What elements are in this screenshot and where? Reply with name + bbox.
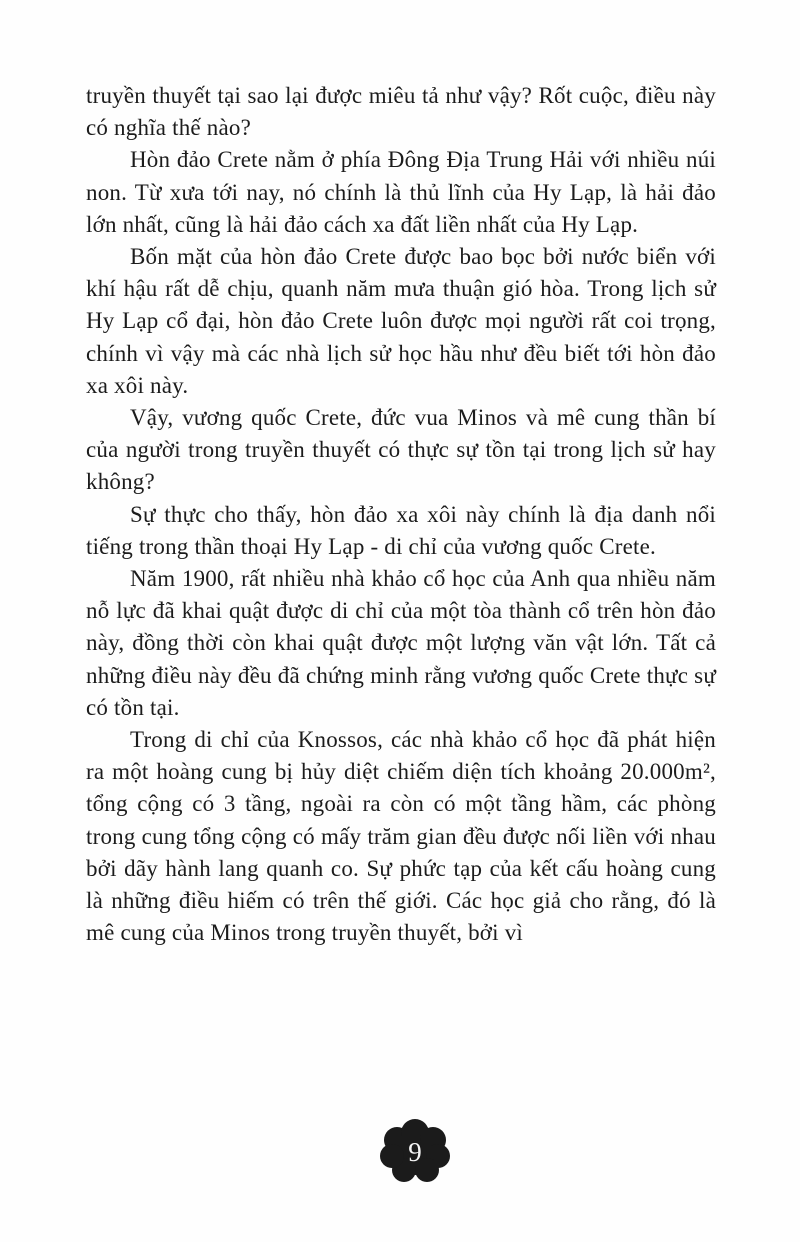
page-number-badge <box>377 1118 453 1186</box>
paragraph: truyền thuyết tại sao lại được miêu tả như vậy? Rốt cuộc, điều này có nghĩa thế nào? <box>86 83 716 141</box>
paragraph: Trong di chỉ của Knossos, các nhà khảo cổ học đã phát hiện ra một hoàng cung bị hủy diệt chiếm diện tích khoảng 20.000m², tổng cộng có 3 tầng, ngoài ra còn có một tầng hầm, các phòng trong cung tổng cộng có mấy trăm gian đều được nối liền với nhau bởi dãy hành lang quanh co. Sự phức tạp của kết cấu hoàng cung là những điều hiếm có trên thế giới. Các học giả cho rằng, đó là mê cung của Minos trong truyền thuyết, bởi vì <box>86 727 716 946</box>
paragraph: Vậy, vương quốc Crete, đức vua Minos và mê cung thần bí của người trong truyền thuyết có thực sự tồn tại trong lịch sử hay không? <box>86 405 716 495</box>
paragraph: Sự thực cho thấy, hòn đảo xa xôi này chính là địa danh nổi tiếng trong thần thoại Hy Lạp - di chỉ của vương quốc Crete. <box>86 501 716 559</box>
paragraph: Hòn đảo Crete nằm ở phía Đông Địa Trung Hải với nhiều núi non. Từ xưa tới nay, nó chính là thủ lĩnh của Hy Lạp, là hải đảo lớn nhất, cũng là hải đảo cách xa đất liền nhất của Hy Lạp. <box>86 147 716 237</box>
page-number: 9 <box>408 1137 422 1167</box>
paragraph: Năm 1900, rất nhiều nhà khảo cổ học của Anh qua nhiều năm nỗ lực đã khai quật được di chỉ của một tòa thành cổ trên hòn đảo này, đồng thời còn khai quật được một lượng văn vật lớn. Tất cả những điều này đều đã chứng minh rằng vương quốc Crete thực sự có tồn tại. <box>86 566 716 720</box>
page-text <box>86 80 716 949</box>
page-footer <box>0 1118 800 1186</box>
paragraph: Bốn mặt của hòn đảo Crete được bao bọc bởi nước biển với khí hậu rất dễ chịu, quanh năm mưa thuận gió hòa. Trong lịch sử Hy Lạp cổ đại, hòn đảo Crete luôn được mọi người rất coi trọng, chính vì vậy mà các nhà lịch sử học hầu như đều biết tới hòn đảo xa xôi này. <box>86 244 716 398</box>
cloud-icon <box>377 1118 453 1186</box>
